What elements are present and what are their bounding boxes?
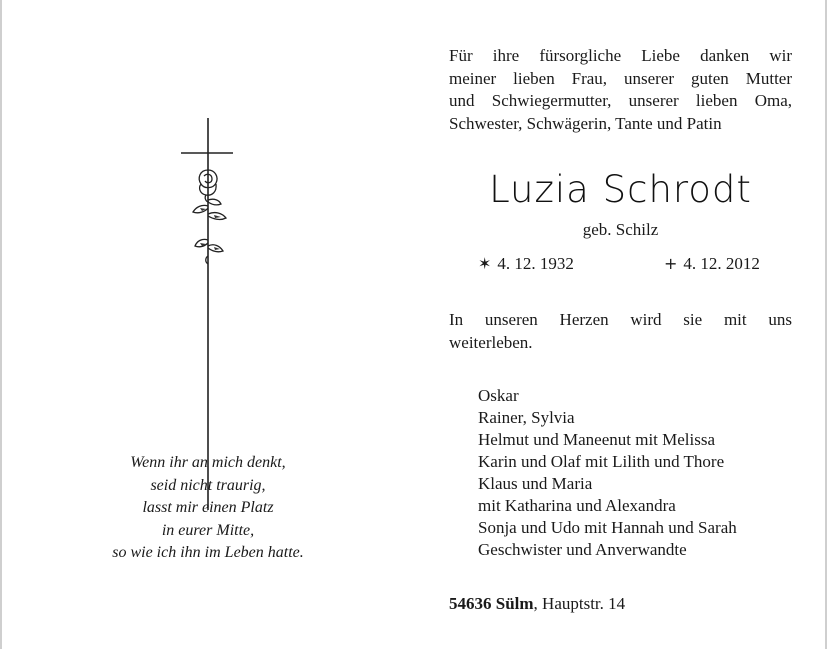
birth-name: geb. Schilz	[582, 220, 659, 239]
death-cross-icon: +	[664, 254, 678, 273]
thanks-line: Schwester, Schwägerin, Tante und Patin	[449, 113, 722, 133]
memory-paragraph	[449, 309, 792, 354]
list-item: Rainer, Sylvia	[478, 408, 575, 427]
memory-line: weiterleben.	[449, 332, 533, 352]
address	[449, 594, 625, 614]
left-edge-divider	[0, 0, 2, 649]
list-item: Geschwister und Anverwandte	[478, 540, 687, 559]
memorial-poem	[80, 452, 336, 565]
poem-line: lasst mir einen Platz	[142, 499, 274, 516]
birth-date-value: 4. 12. 1932	[497, 254, 574, 273]
memory-line: In unseren Herzen wird sie mit uns	[449, 310, 792, 329]
mourners-list	[478, 385, 737, 561]
address-zip-city: 54636 Sülm	[449, 594, 534, 613]
death-date	[664, 254, 760, 274]
thanks-line: meiner lieben Frau, unserer guten Mutter	[449, 68, 792, 88]
poem-line: Wenn ihr an mich denkt,	[130, 454, 286, 471]
birth-star-icon: ✶	[478, 254, 492, 273]
list-item: Oskar	[478, 386, 519, 405]
address-street: , Hauptstr. 14	[533, 594, 626, 613]
birth-date	[478, 254, 574, 274]
list-item: Sonja und Udo mit Hannah und Sarah	[478, 518, 737, 537]
list-item: Klaus und Maria	[478, 474, 593, 493]
poem-line: in eurer Mitte,	[161, 521, 255, 539]
list-item: Karin und Olaf mit Lilith und Thore	[478, 452, 725, 471]
poem-line: seid nicht traurig,	[150, 476, 266, 494]
thanks-paragraph	[449, 45, 792, 135]
deceased-name: Luzia Schrodt	[489, 168, 752, 211]
list-item: Helmut und Maneenut mit Melissa	[478, 430, 716, 449]
thanks-line: und Schwiegermutter, unserer lieben Oma,	[449, 91, 792, 110]
thanks-line: Für ihre fürsorgliche Liebe danken wir	[449, 46, 792, 65]
death-date-value: 4. 12. 2012	[683, 254, 760, 273]
list-item: mit Katharina und Alexandra	[478, 496, 676, 515]
poem-line: so wie ich ihn im Leben hatte.	[112, 544, 304, 561]
